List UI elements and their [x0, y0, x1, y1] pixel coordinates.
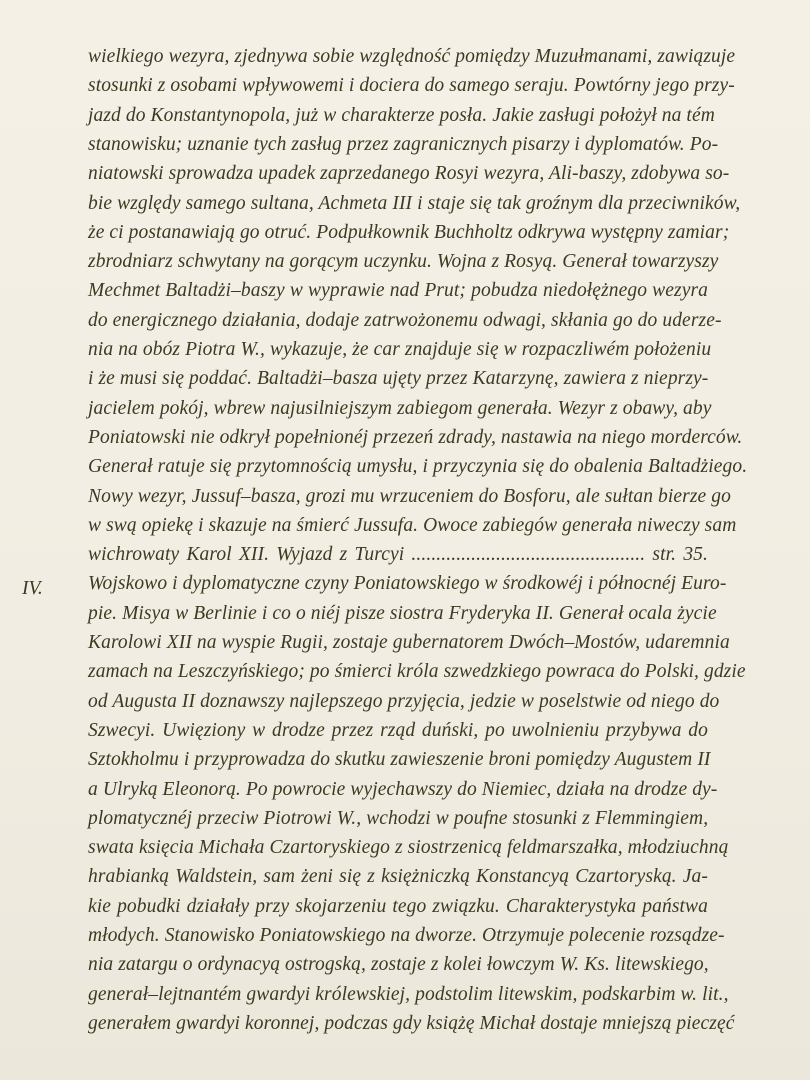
text-line: zamach na Leszczyńskiego; po śmierci króla szwedzkiego powraca do Polski, gdzie — [88, 661, 746, 683]
text-line: w swą opiekę i skazuje na śmierć Jussufa. Owoce zabiegów generała niweczy sam — [88, 514, 737, 536]
text-line: do energicznego działania, dodaje zatrwożonemu odwagi, skłania go do uderze- — [88, 309, 722, 331]
text-line: bie względy samego sultana, Achmeta III i staje się tak groźnym dla przeciwników, — [88, 192, 741, 214]
text-line: Sztokholmu i przyprowadza do skutku zawieszenie broni pomiędzy Augustem II — [88, 749, 711, 771]
section-marker: IV. — [22, 578, 43, 599]
text-line: a Ulryką Eleonorą. Po powrocie wyjechawszy do Niemiec, działa na drodze dy- — [88, 778, 718, 800]
text-line: niatowski sprowadza upadek zaprzedanego Rosyi wezyra, Ali-baszy, zdobywa so- — [88, 163, 730, 185]
text-line: wichrowaty Karol XII. Wyjazd z Turcyi ............................................... str. 35. — [88, 544, 708, 566]
text-line: Szwecyi. Uwięziony w drodze przez rząd duński, po uwolnieniu przybywa do — [88, 719, 708, 741]
text-line: plomatycznéj przeciw Piotrowi W., wchodzi w poufne stosunki z Flemmingiem, — [88, 807, 709, 829]
text-line: że ci postanawiają go otruć. Podpułkownik Buchholtz odkrywa występny zamiar; — [88, 221, 730, 243]
text-line: nia zatargu o ordynacyą ostrogską, zostaje z kolei łowczym W. Ks. litewskiego, — [88, 954, 709, 976]
text-line: nia na obóz Piotra W., wykazuje, że car znajduje się w rozpaczliwém położeniu — [88, 339, 712, 360]
text-line: Nowy wezyr, Jussuf–basza, grozi mu wrzuceniem do Bosforu, ale sułtan bierze go — [88, 485, 731, 507]
text-line: generał–lejtnantém gwardyi królewskiej, podstolim litewskim, podskarbim w. lit., — [88, 983, 729, 1005]
text-line: hrabianką Waldstein, sam żeni się z księżniczką Konstancyą Czartoryską. Ja- — [88, 866, 708, 888]
text-line: generałem gwardyi koronnej, podczas gdy książę Michał dostaje mniejszą pieczęć — [88, 1012, 735, 1034]
text-line: młodych. Stanowisko Poniatowskiego na dworze. Otrzymuje polecenie rozsądze- — [88, 925, 725, 946]
text-line: wielkiego wezyra, zjednywa sobie względność pomiędzy Muzułmanami, zawiązuje — [88, 46, 736, 67]
text-line: i że musi się poddać. Baltadżi–basza ujęty przez Katarzynę, zawiera z nieprzy- — [88, 368, 709, 390]
text-line: Karolowi XII na wyspie Rugii, zostaje gubernatorem Dwóch–Mostów, udaremnia — [88, 632, 730, 653]
text-line: Mechmet Baltadżi–baszy w wyprawie nad Prut; pobudza niedołężnego wezyra — [88, 280, 708, 302]
text-line: kie pobudki działały przy skojarzeniu tego związku. Charakterystyka państwa — [88, 895, 708, 917]
text-line: zbrodniarz schwytany na gorącym uczynku. Wojna z Rosyą. Generał towarzyszy — [88, 251, 719, 273]
text-line: swata księcia Michała Czartoryskiego z siostrzenicą feldmarszałka, młodziuchną — [88, 837, 729, 859]
text-line: stosunki z osobami wpływowemi i dociera do samego seraju. Powtórny jego przy- — [88, 75, 735, 97]
text-line: Poniatowski nie odkrył popełnionéj przezeń zdrady, nastawia na niego morderców. — [88, 426, 743, 448]
text-line: od Augusta II doznawszy najlepszego przyjęcia, jedzie w poselstwie od niego do — [88, 690, 720, 712]
text-line: jacielem pokój, wbrew najusilniejszym zabiegom generała. Wezyr z obawy, aby — [88, 397, 712, 419]
text-line: stanowisku; uznanie tych zasług przez zagranicznych pisarzy i dyplomatów. Po- — [88, 133, 719, 155]
text-line: pie. Misya w Berlinie i co o niéj pisze siostra Fryderyka II. Generał ocala życie — [88, 602, 717, 624]
text-line: Generał ratuje się przytomnością umysłu, i przyczynia się do obalenia Baltadżiego. — [88, 456, 748, 478]
text-line: jazd do Konstantynopola, już w charakterze posła. Jakie zasługi położył na tém — [88, 104, 715, 126]
text-line: Wojskowo i dyplomatyczne czyny Poniatowskiego w środkowéj i północnéj Euro- — [88, 573, 727, 595]
